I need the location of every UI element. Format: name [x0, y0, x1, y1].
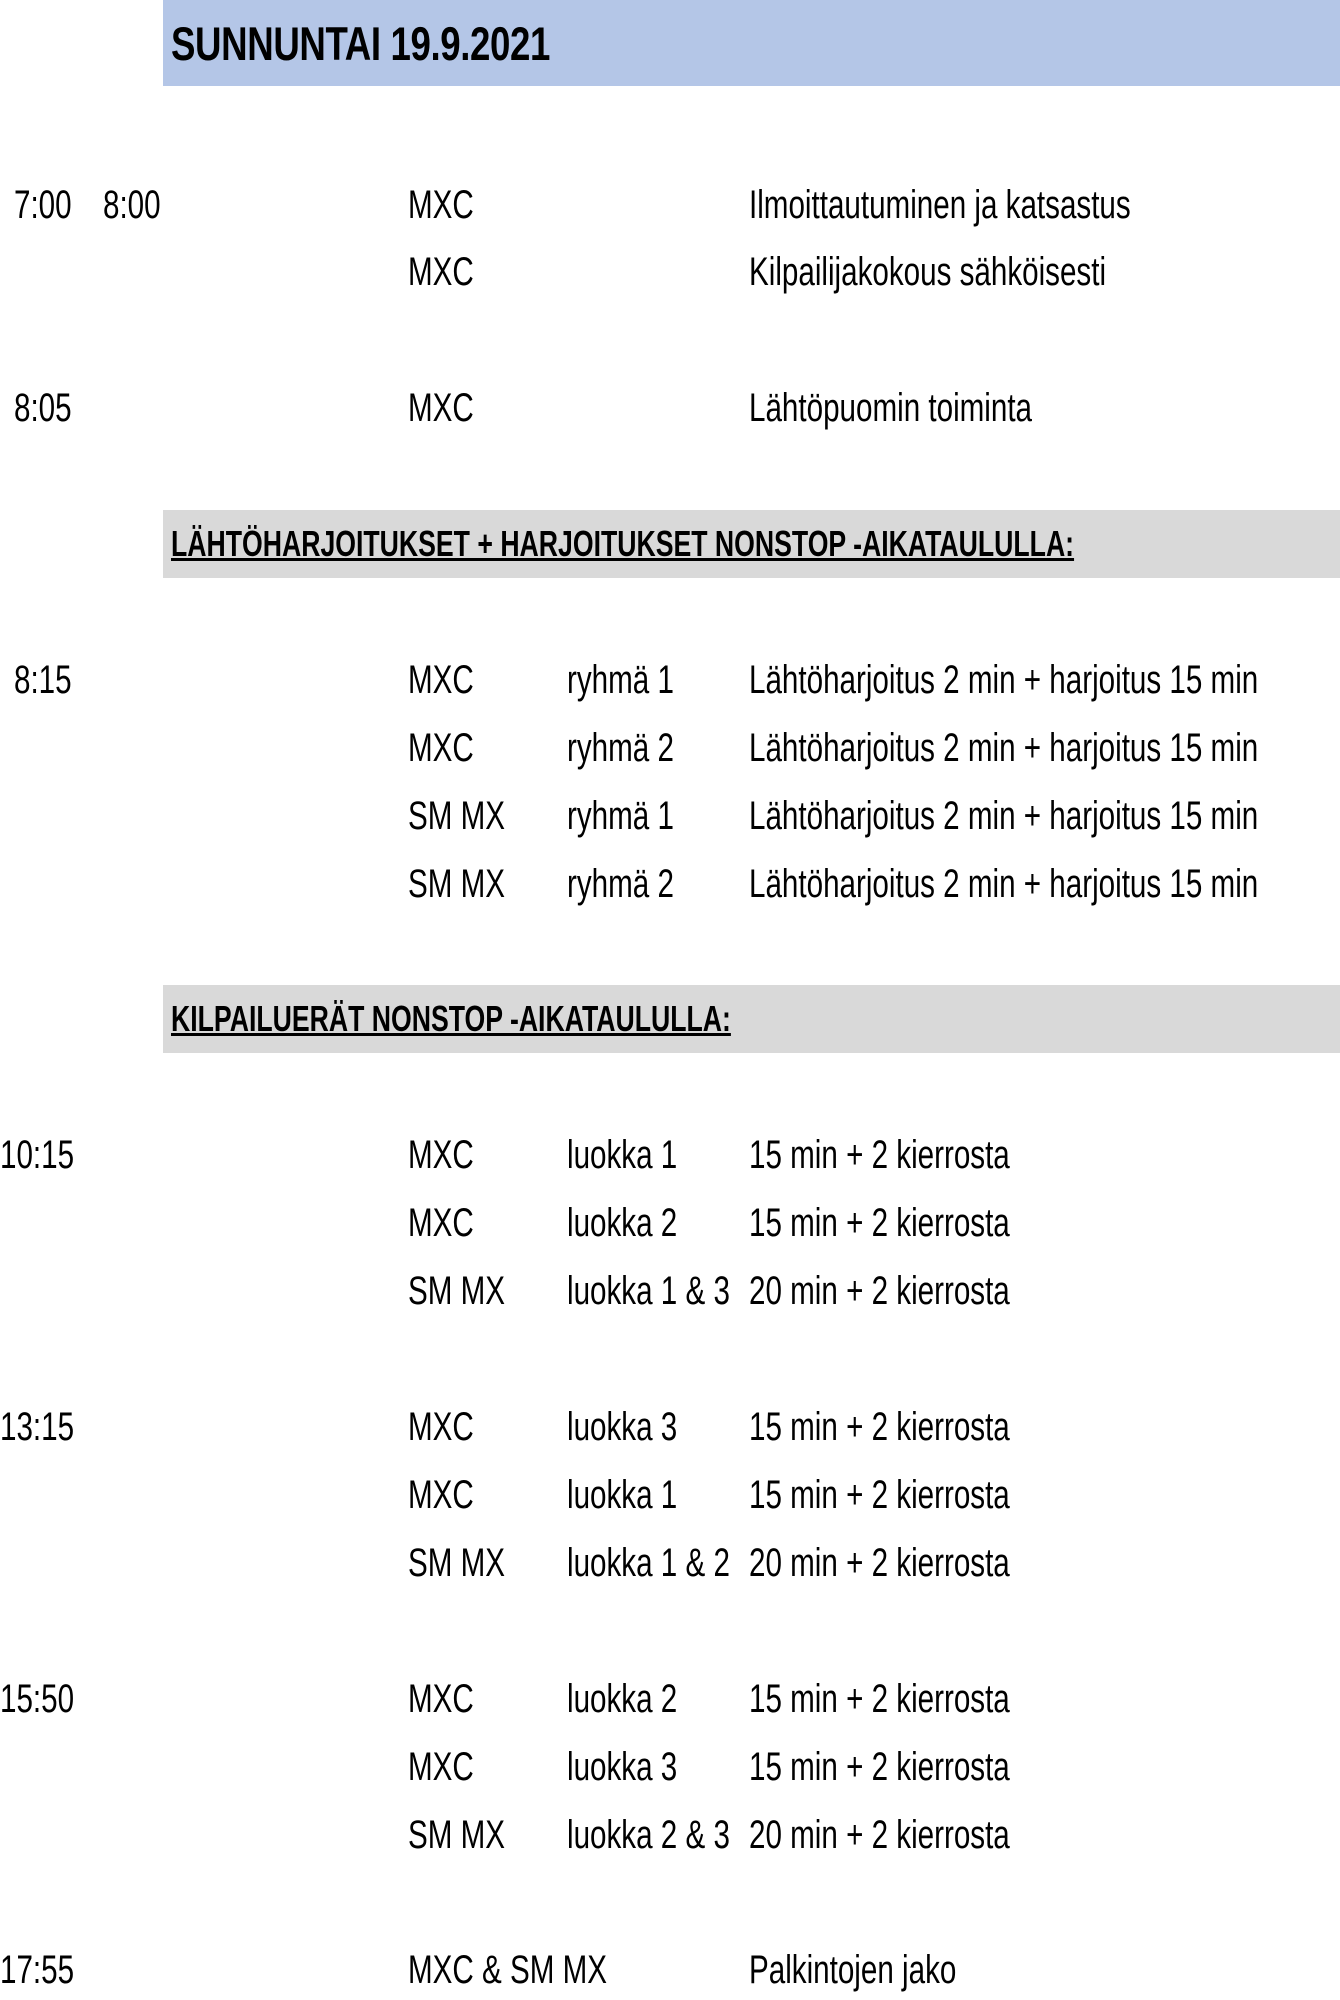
row-class: MXC & SM MX: [408, 1948, 607, 1992]
row-description: Ilmoittautuminen ja katsastus: [749, 183, 1131, 227]
row-description: Lähtöharjoitus 2 min + harjoitus 15 min: [749, 658, 1259, 702]
row-time: 10:15: [0, 1133, 75, 1177]
row-description: 20 min + 2 kierrosta: [749, 1813, 1010, 1857]
row-group: ryhmä 2: [567, 726, 674, 770]
row-class: SM MX: [408, 794, 506, 838]
row-description: 15 min + 2 kierrosta: [749, 1405, 1010, 1449]
row-class: MXC: [408, 386, 474, 430]
row-group: luokka 1: [567, 1473, 678, 1517]
row-description: Palkintojen jako: [749, 1948, 957, 1992]
row-description: 20 min + 2 kierrosta: [749, 1269, 1010, 1313]
row-class: MXC: [408, 250, 474, 294]
row-class: SM MX: [408, 862, 506, 906]
row-time: 7:00: [14, 183, 72, 227]
row-end-time: 8:00: [103, 183, 161, 227]
row-class: MXC: [408, 1133, 474, 1177]
row-time: 8:05: [14, 386, 72, 430]
row-class: MXC: [408, 658, 474, 702]
schedule-row: [0, 1465, 1340, 1525]
schedule-row: [0, 1669, 1340, 1729]
row-class: SM MX: [408, 1541, 506, 1585]
row-description: 20 min + 2 kierrosta: [749, 1541, 1010, 1585]
schedule-row: [0, 1940, 1340, 2000]
schedule-row: [0, 1737, 1340, 1797]
row-group: luokka 1 & 3: [567, 1269, 730, 1313]
row-group: luokka 2: [567, 1201, 678, 1245]
title-band: [163, 0, 1340, 86]
row-time: 15:50: [0, 1677, 75, 1721]
row-class: SM MX: [408, 1269, 506, 1313]
row-class: MXC: [408, 1745, 474, 1789]
row-description: 15 min + 2 kierrosta: [749, 1745, 1010, 1789]
row-group: luokka 3: [567, 1745, 678, 1789]
row-group: ryhmä 1: [567, 794, 674, 838]
page-title: SUNNUNTAI 19.9.2021: [171, 16, 551, 70]
section-heading-practice: LÄHTÖHARJOITUKSET + HARJOITUKSET NONSTOP -AIKATAULULLA:: [171, 523, 1075, 564]
row-description: 15 min + 2 kierrosta: [749, 1133, 1010, 1177]
row-class: MXC: [408, 726, 474, 770]
row-class: MXC: [408, 1677, 474, 1721]
row-time: 17:55: [0, 1948, 75, 1992]
schedule-row: [0, 1193, 1340, 1253]
row-group: ryhmä 2: [567, 862, 674, 906]
row-class: MXC: [408, 1201, 474, 1245]
section-practice-band: [163, 510, 1340, 578]
schedule-row: [0, 175, 1340, 235]
row-description: Lähtöharjoitus 2 min + harjoitus 15 min: [749, 862, 1259, 906]
row-class: MXC: [408, 1405, 474, 1449]
schedule-row: [0, 718, 1340, 778]
row-description: Lähtöpuomin toiminta: [749, 386, 1033, 430]
row-description: Kilpailijakokous sähköisesti: [749, 250, 1107, 294]
row-time: 13:15: [0, 1405, 75, 1449]
schedule-row: [0, 1533, 1340, 1593]
section-races-band: [163, 985, 1340, 1053]
schedule-row: [0, 1397, 1340, 1457]
row-class: MXC: [408, 1473, 474, 1517]
row-group: luokka 2 & 3: [567, 1813, 730, 1857]
section-heading-races: KILPAILUERÄT NONSTOP -AIKATAULULLA:: [171, 998, 731, 1039]
schedule-row: [0, 1805, 1340, 1865]
row-group: luokka 2: [567, 1677, 678, 1721]
row-description: Lähtöharjoitus 2 min + harjoitus 15 min: [749, 726, 1259, 770]
row-description: 15 min + 2 kierrosta: [749, 1473, 1010, 1517]
schedule-row: [0, 1125, 1340, 1185]
schedule-row: [0, 854, 1340, 914]
row-description: Lähtöharjoitus 2 min + harjoitus 15 min: [749, 794, 1259, 838]
schedule-row: [0, 242, 1340, 302]
row-time: 8:15: [14, 658, 72, 702]
row-class: SM MX: [408, 1813, 506, 1857]
schedule-row: [0, 786, 1340, 846]
row-group: luokka 1 & 2: [567, 1541, 730, 1585]
row-class: MXC: [408, 183, 474, 227]
row-group: luokka 3: [567, 1405, 678, 1449]
schedule-row: [0, 650, 1340, 710]
schedule-row: [0, 378, 1340, 438]
row-description: 15 min + 2 kierrosta: [749, 1677, 1010, 1721]
row-group: luokka 1: [567, 1133, 678, 1177]
row-group: ryhmä 1: [567, 658, 674, 702]
schedule-row: [0, 1261, 1340, 1321]
row-description: 15 min + 2 kierrosta: [749, 1201, 1010, 1245]
